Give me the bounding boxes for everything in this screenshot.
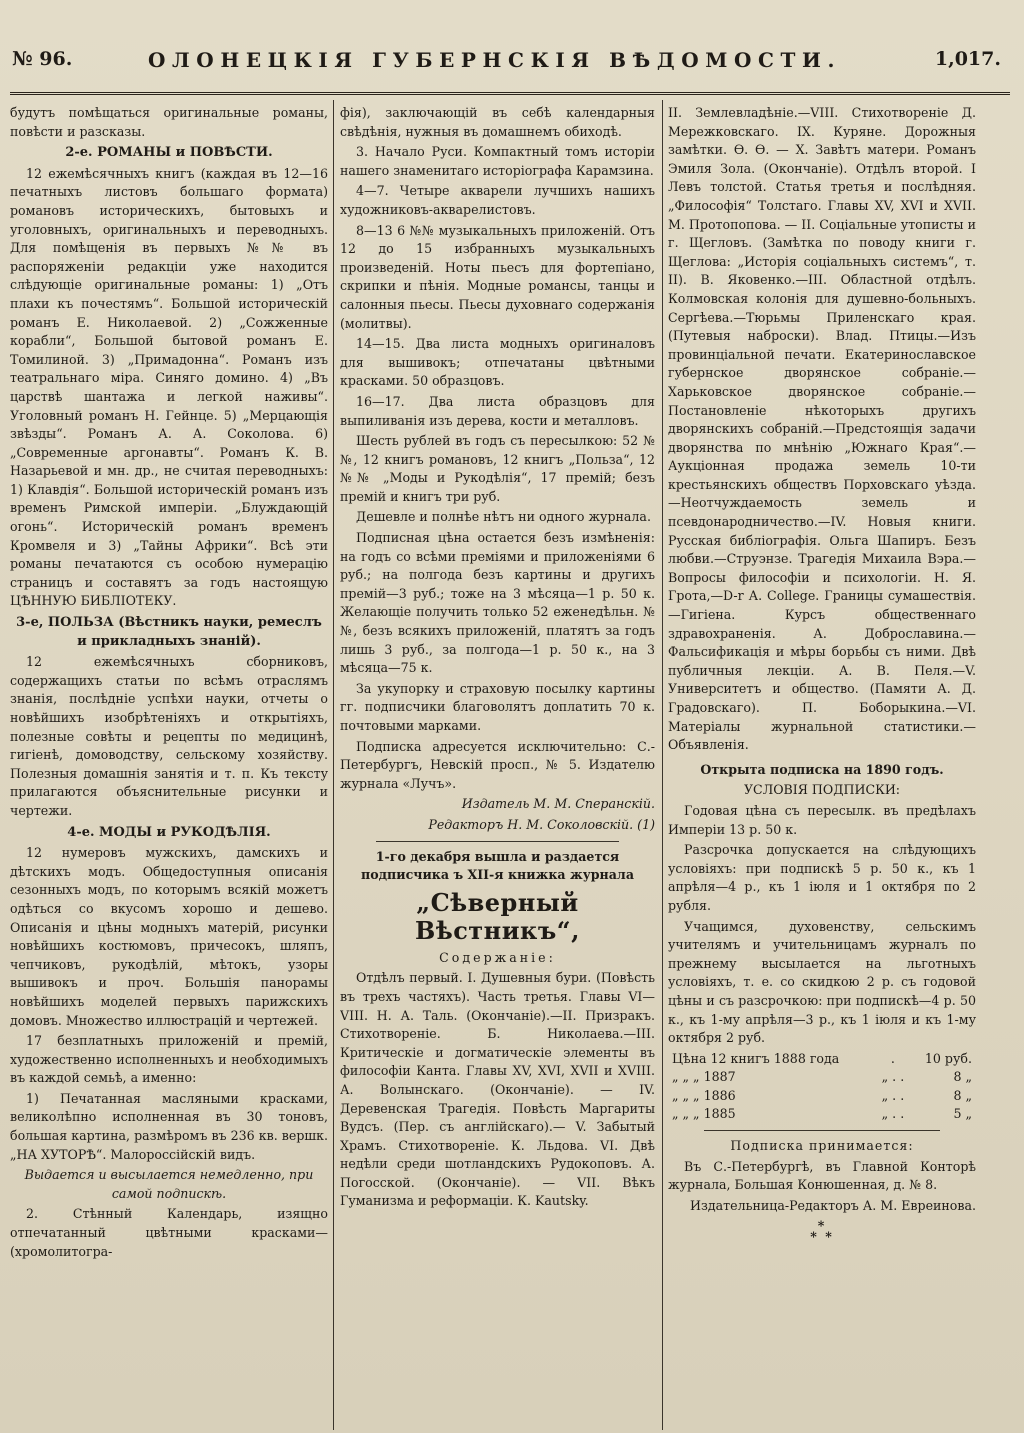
newspaper-title: ОЛОНЕЦКІЯ ГУБЕРНСКІЯ ВѢДОМОСТИ. (148, 48, 842, 72)
masthead (8, 42, 1013, 82)
paragraph: За укупорку и страховую посылку картины гг. подписчики благоволятъ доплатить 70 к. почтовыми марками. (340, 680, 655, 733)
paragraph: Подписка адресуется исключительно: С.-Петербургъ, Невскій просп., № 5. Издателю журнала «Лучъ». (340, 738, 655, 791)
paragraph: 16—17. Два листа образцовъ для выпиливанія изъ дерева, кости и металловъ. (340, 393, 655, 428)
section-heading: 2-е. РОМАНЫ и ПОВѢСТИ. (65, 145, 273, 161)
paragraph: будутъ помѣщаться оригинальные романы, повѣсти и разсказы. (10, 105, 328, 139)
price-table (668, 1050, 976, 1124)
publisher-line: Издательница-Редакторъ А. М. Евреинова. (690, 1197, 976, 1213)
paragraph: 12 нумеровъ мужскихъ, дамскихъ и дѣтскихъ модъ. Общедоступныя описанія сезонныхъ модъ, по которымъ всякій можетъ одѣться со вкусомъ хорошо и дешево. Описанія и цѣны модныхъ матерій, рисунки новѣйшихъ костюмовъ, причесокъ, шляпъ, чепчиковъ, рукодѣлій, мѣтокъ, узоры вышивокъ и проч. Большія панорамы новѣйшихъ моделей первыхъ парижскихъ домовъ. Множество иллюстрацій и чертежей. (10, 845, 328, 1028)
price-label: Цѣна 12 книгъ 1888 года (672, 1050, 840, 1066)
paragraph: Шесть рублей въ годъ съ пересылкою: 52 №№, 12 книгъ романовъ, 12 книгъ „Польза“, 12 №№ „Моды и Рукодѣлія“, 17 премій; безъ премій и книгъ три руб. (340, 433, 655, 504)
price-row (668, 1087, 976, 1106)
subscription-accepted: Подписка принимается: (730, 1138, 914, 1154)
paragraph: фія), заключающій въ себѣ календарныя свѣдѣнія, нужныя въ домашнемъ обиходѣ. (340, 105, 655, 139)
section-heading: 3-е, ПОЛЬЗА (Вѣстникъ науки, ремеслъ и прикладныхъ знаній). (16, 615, 322, 649)
price-dots: „ . . (881, 1069, 905, 1085)
price-label: „ „ „ 1885 (672, 1106, 736, 1122)
paragraph: 14—15. Два листа модныхъ оригиналовъ для вышивокъ; отпечатаны цвѣтными красками. 50 образцовъ. (340, 336, 655, 389)
paragraph: 12 ежемѣсячныхъ книгъ (каждая въ 12—16 печатныхъ листовъ большаго формата) романовъ историческихъ, бытовыхъ и уголовныхъ, оригинальныхъ и переводныхъ. Для помѣщенія въ первыхъ №№ въ распоряженіи редакціи уже находится слѣдующіе оригинальные романы: 1) „Отъ плахи къ почестямъ“. Большой историческій романъ Е. Николаевой. 2) „Сожженные корабли“, Большой бытовой романъ Е. Томилиной. 3) „Примадонна“. Романъ изъ театральнаго міра. Синяго домино. 4) „Въ царствѣ шантажа и легкой наживы“. Уголовный романъ Н. Гейнце. 5) „Мерцающія звѣзды“. Романъ А. А. Соколова. 6) „Современные аргонавты“. Романъ К. В. Назарьевой и мн. др., не считая переводныхъ: 1) Клавдія“. Большой историческій романъ изъ временъ Римской имперіи. „Блуждающій огонь“. Историческій романъ временъ Кромвеля и 3) „Тайны Африки“. Всѣ эти романы печатаются съ особою нумерацію страницъ и составятъ за годъ настоящую ЦѢННУЮ БИБЛІОТЕКУ. (10, 165, 328, 609)
price-price: 5 „ (953, 1106, 972, 1122)
divider (376, 841, 619, 842)
price-dots: . (890, 1050, 895, 1066)
journal-title: „Сѣверный Вѣстникъ“, (415, 887, 580, 945)
column-right (668, 104, 976, 1424)
paragraph: 4—7. Четыре акварели лучшихъ нашихъ художниковъ-акварелистовъ. (340, 183, 655, 217)
paragraph: 2. Стѣнный Календарь, изящно отпечатанный цвѣтными красками—(хромолитогра- (10, 1206, 328, 1259)
price-label: „ „ „ 1886 (672, 1087, 736, 1103)
paragraph: Отдѣлъ первый. I. Душевныя бури. (Повѣсть въ трехъ частяхъ). Часть третья. Главы VI—VIII. Н. А. Таль. (Окончаніе).—II. Призракъ. Стихотвореніе. Б. Николаева.—III. Критическіе и догматическіе элементы въ философіи Канта. Главы XV, XVI, XVII и XVIII. А. Волынскаго. (Окончаніе). — IV. Деревенская Трагедія. Повѣсть Маргариты Вудсъ. (Пер. съ англійскаго).— V. Забытый Храмъ. Стихотвореніе. К. Льдова. VI. Двѣ недѣли среди шотландскихъ Рудокоповъ. А. Погосской. (Окончаніе). — VII. Вѣкъ Гуманизма и реформаціи. К. Kautsky. (340, 970, 655, 1209)
paragraph: Подписная цѣна остается безъ измѣненія: на годъ со всѣми преміями и приложеніями 6 руб.; на полгода безъ картины и другихъ премій—3 руб.; тоже на 3 мѣсяца—1 р. 50 к. Желающіе получить только 52 еженедѣльн. №№, безъ всякихъ приложеній, платятъ за годъ лишь 3 руб., за полгода—1 р. 50 к., на 3 мѣсяца—75 к. (340, 530, 655, 676)
ornament-asterisk: * (817, 1218, 827, 1234)
page-number: 1,017. (934, 48, 1001, 70)
price-dots: „ . . (881, 1087, 905, 1103)
column-left (10, 104, 328, 1424)
paragraph: 12 ежемѣсячныхъ сборниковъ, содержащихъ статьи по всѣмъ отраслямъ знанія, послѣдніе успѣхи науки, отчеты о новѣйшихъ изобрѣтеніяхъ и открытіяхъ, полезные совѣты и рецепты по медицинѣ, гигіенѣ, домоводству, сельскому хозяйству. Полезныя домашнія занятія и т. п. Къ тексту прилагаются объяснительные рисунки и чертежи. (10, 654, 328, 818)
paragraph: Въ С.-Петербургѣ, въ Главной Конторѣ журнала, Большая Конюшенная, д. № 8. (668, 1158, 976, 1193)
price-row (668, 1050, 976, 1069)
paragraph: 1) Печатанная масляными красками, великолѣпно исполненная въ 30 тоновъ, большая картина, размѣромъ въ 236 кв. вершк. „НА ХУТОРѢ“. Малороссійскій видъ. (10, 1090, 328, 1162)
subscription-open: Открыта подписка на 1890 годъ. (700, 761, 944, 777)
editor-line: Редакторъ Н. М. Соколовскій. (1) (428, 816, 655, 832)
conditions-heading: УСЛОВІЯ ПОДПИСКИ: (743, 782, 901, 798)
paragraph: II. Землевладѣніе.—VIII. Стихотвореніе Д. Мережковскаго. IX. Куряне. Дорожныя замѣтки. Ѳ. Ѳ. — X. Завѣтъ матери. Романъ Эмиля Зола. (Окончаніе). Отдѣлъ второй. I Левъ толстой. Статья третья и послѣдняя. „Философія“ Толстаго. Главы XV, XVI и XVII. М. Протопопова. — II. Соціальные утописты и г. Щегловъ. (Замѣтка по поводу книги г. Щеглова: „Исторія соціальныхъ системъ“, т. II). В. Яковенко.—III. Областной отдѣлъ. Колмовская колонія для душевно-больныхъ. Сергѣева.—Тюрьмы Приленскаго края. (Путевыя наброски). Влад. Птицы.—Изъ провинціальной печати. Екатеринославское губернское дворянское собраніе.—Харьковское дворянское собраніе.—Постановленіе нѣкоторыхъ другихъ дворянскихъ собраній.—Предстоящія задачи дворянства по мнѣнію „Южнаго Края“.—Аукціонная продажа земель 10-ти крестьянскихъ обществъ Порховскаго уѣзда.—Неотчуждаемость земель и псевдонародничество.—IV. Новыя книги. Русская библіографія. Ольга Шапиръ. Безъ любви.—Струэнзе. Трагедія Михаила Вэра.—Вопросы философіи и психологіи. Н. Я. Грота,—D-r А. College. Границы сумашествія.—Гигіена. Курсъ общественнаго здравохраненія. А. Доброславина.—Фальсификація и мѣры борьбы съ ними. Двѣ публичныя лекціи. А. В. Пеля.—V. Университетъ и общество. (Памяти А. Д. Градовскаго). П. Боборыкина.—VI. Матеріалы журнальной статистики.—Объявленія. (668, 105, 976, 753)
price-label: „ „ „ 1887 (672, 1069, 736, 1085)
column-divider (662, 100, 663, 1430)
price-price: 8 „ (953, 1069, 972, 1085)
note-italic: Выдается и высылается немедленно, при самой подпискѣ. (24, 1167, 314, 1201)
ornament-asterisks: * * (810, 1229, 834, 1245)
paragraph: 17 безплатныхъ приложеній и премій, художественно исполненныхъ и необходимыхъ въ каждой семьѣ, а именно: (10, 1033, 328, 1086)
paragraph: Разсрочка допускается на слѣдующихъ условіяхъ: при подпискѣ 5 р. 50 к., къ 1 апрѣля—4 р., къ 1 іюля и 1 октября по 2 рубля. (668, 842, 976, 913)
price-row (668, 1105, 976, 1124)
paragraph: 3. Начало Руси. Компактный томъ исторіи нашего знаменитаго исторіографа Карамзина. (340, 144, 655, 178)
issue-number: № 96. (12, 48, 73, 70)
price-price: 10 руб. (924, 1050, 972, 1066)
price-dots: „ . . (881, 1106, 905, 1122)
paragraph: Дешевле и полнѣе нѣтъ ни одного журнала. (356, 509, 651, 525)
price-price: 8 „ (953, 1087, 972, 1103)
paragraph: Учащимся, духовенству, сельскимъ учителямъ и учительницамъ журналъ по прежнему высылается на льготныхъ условіяхъ, т. е. со скидкою 2 р. съ годовой цѣны и съ разсрочкою: при подпискѣ—4 р. 50 к., къ 1-му апрѣля—3 р., къ 1 іюля и къ 1-му октября 2 руб. (668, 918, 976, 1046)
announcement: 1-го декабря вышла и раздается подписчика ъ XII-я книжка журнала (361, 848, 634, 883)
paragraph: Годовая цѣна съ пересылк. въ предѣлахъ Имперіи 13 р. 50 к. (668, 802, 976, 837)
paragraph: 8—13 6 №№ музыкальныхъ приложеній. Отъ 12 до 15 избранныхъ музыкальныхъ произведеній. Ноты пьесъ для фортепіано, скрипки и пѣнія. Модные романсы, танцы и салонныя пьесы. Пьесы духовнаго содержанія (молитвы). (340, 222, 655, 331)
divider (704, 1130, 940, 1131)
section-heading: 4-е. МОДЫ и РУКОДѢЛІЯ. (67, 824, 271, 840)
column-middle (340, 104, 655, 1424)
masthead-rule (10, 92, 1010, 95)
column-divider (333, 100, 334, 1430)
contents-heading: Содержаніе: (439, 949, 556, 965)
price-row (668, 1068, 976, 1087)
publisher-line: Издатель М. М. Сперанскій. (461, 796, 655, 812)
